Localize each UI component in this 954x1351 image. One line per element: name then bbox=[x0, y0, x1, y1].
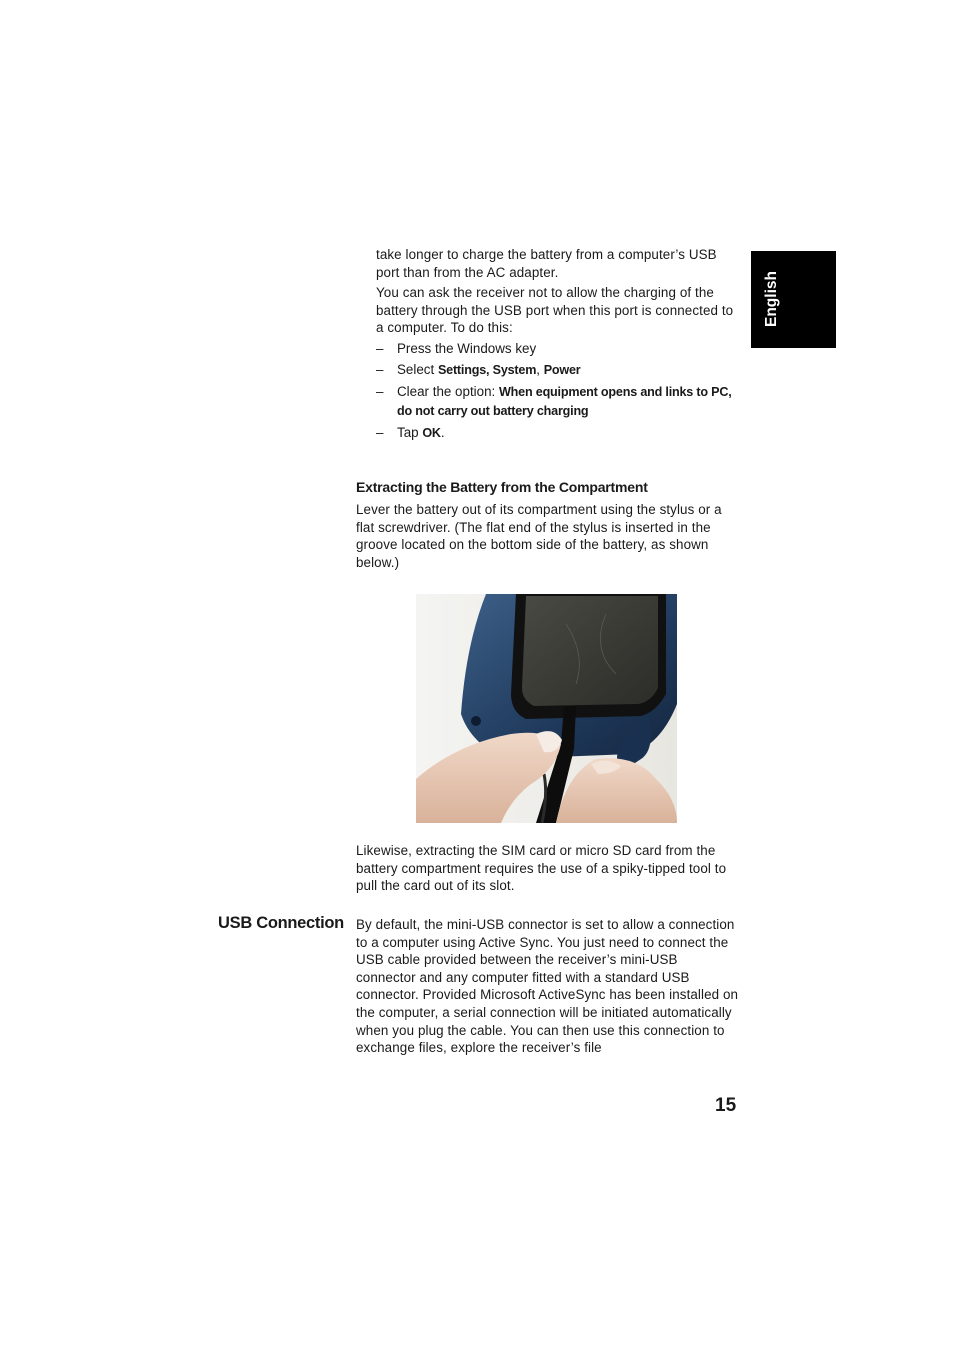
list-dash: – bbox=[376, 384, 384, 400]
intro-paragraph-1: take longer to charge the battery from a computer’s USB port than from the AC adapter. bbox=[376, 247, 717, 280]
intro-paragraph-2: You can ask the receiver not to allow the charging of the battery through the USB port when this port is connected to a computer. To do this: bbox=[376, 285, 734, 336]
list-dash: – bbox=[376, 425, 384, 441]
step-suffix: . bbox=[440, 425, 445, 441]
step-menu-path: Settings, System bbox=[437, 363, 537, 378]
list-item bbox=[376, 340, 738, 358]
list-dash: – bbox=[376, 341, 384, 356]
step-button-name: OK bbox=[422, 426, 441, 441]
extracting-paragraph-2: Likewise, extracting the SIM card or micro SD card from the battery compartment requires the use of a spiky-tipped tool to pull the card out of its slot. bbox=[356, 843, 727, 894]
usb-paragraph: By default, the mini-USB connector is set to allow a connection to a computer using Active Sync. You just need to connect the USB cable provided between the receiver’s mini-USB connector and any computer fitted with a standard USB connector. Provided Microsoft ActiveSync has been installed on the computer, a serial connection will be initiated automatically when you plug the cable. You can then use this connection to exchange files, explore the receiver’s file bbox=[356, 917, 739, 1056]
step-separator: , bbox=[536, 362, 544, 378]
list-item bbox=[376, 361, 738, 380]
language-tab bbox=[751, 251, 836, 348]
page-number: 15 bbox=[715, 1095, 737, 1116]
list-item bbox=[376, 383, 738, 420]
section-heading-extracting: Extracting the Battery from the Compartment bbox=[356, 479, 648, 495]
step-text: Tap bbox=[397, 425, 423, 441]
step-menu-item: Power bbox=[543, 363, 581, 378]
instruction-list bbox=[376, 340, 738, 446]
extracting-paragraph-1: Lever the battery out of its compartment using the stylus or a flat screwdriver. (The flat end of the stylus is inserted in the groove located on the bottom side of the battery, as shown below.) bbox=[356, 502, 722, 570]
list-item bbox=[376, 424, 738, 443]
language-tab-label: English bbox=[763, 271, 780, 327]
step-text: Select bbox=[397, 362, 438, 378]
step-text: Clear the option: bbox=[397, 384, 499, 400]
list-dash: – bbox=[376, 362, 384, 378]
step-option-name: When equipment opens and links to PC, do not carry out battery charging bbox=[397, 385, 732, 418]
section-heading-usb: USB Connection bbox=[218, 914, 344, 932]
battery-extraction-photo bbox=[416, 594, 677, 823]
step-text: Press the Windows key bbox=[397, 341, 537, 356]
